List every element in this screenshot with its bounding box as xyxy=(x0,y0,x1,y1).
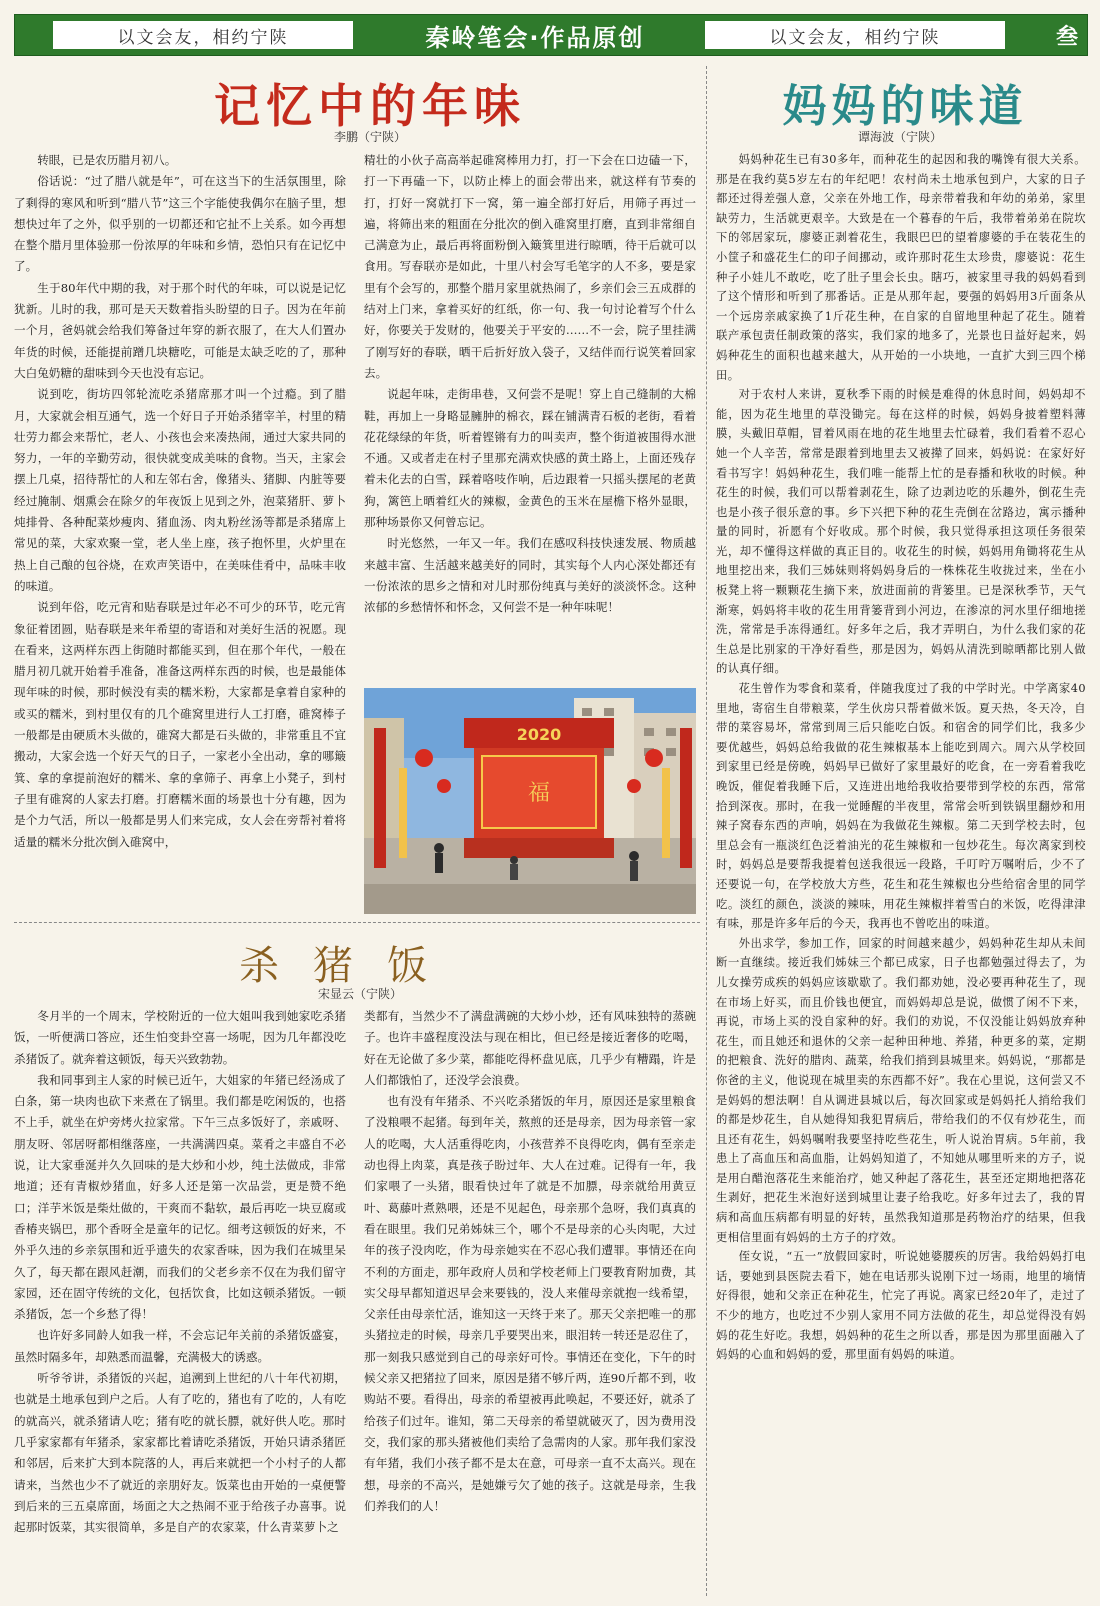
paragraph: 听爷爷讲，杀猪饭的兴起，追溯到上世纪的八十年代初期，也就是土地承包到户之后。人有了吃的，猪也有了吃的，人有吃的就高兴，就杀猪请人吃；猪有吃的就长膘，就好供人吃。那时几乎家家都有年猪杀，家家都比着请吃杀猪饭，开始只请杀猪匠和邻居，后来扩大到本院落的人，再后来就把一个小村子的人都请来，当然也少不了就近的亲朋好友。饭菜也由开始的一桌便警到后来的三五桌席面，场面之大之热闹不亚于给孩子办喜事。说起那时饭菜，其实很简单，多是自产的农家菜，什么青菜萝卜之 xyxy=(14,1371,346,1535)
paragraph: 生于80年代中期的我，对于那个时代的年味，可以说是记忆犹新。儿时的我，那可是天天数着指头盼望的日子。因为在年前一个月，爸妈就会给我们筹备过年穿的新衣服了，在大人们置办年货的时候，还能提前蹭几块糖吃，可能是太缺乏吃的了，那种大白兔奶糖的甜味到今天也没有忘记。 xyxy=(14,280,346,380)
article-title-mom: 妈妈的味道 xyxy=(782,81,1028,132)
paragraph: 对于农村人来讲，夏秋季下雨的时候是难得的休息时间，妈妈却不能，因为花生地里的草没锄完。每在这样的时候，妈妈身披着塑料薄膜，头戴旧草帽，冒着风雨在地的花生地里去忙碌着，我们看着不忍心她一个人辛苦，常常是跟着到地里去又被撵了回来，妈妈说：在家好好看书写字！妈妈种花生，我们唯一能帮上忙的是春播和秋收的时候。种花生的时候，我们可以帮着剥花生，除了边剥边吃的乐趣外，倒花生壳也是小孩子很乐意的事。乡下兴把下种的花生壳倒在岔路边，寓示播种量的同时，祈愿有个好收成。那个时候，我只觉得承担这项任务很荣光，却不懂得这样做的真正目的。收花生的时候，妈妈用角锄将花生从地里挖出来，我们三姊妹则将妈妈身后的一株株花生收拢过来，坐在小板凳上将一颗颗花生摘下来，放进面前的背篓里。已是深秋季节，天气渐寒，妈妈将丰收的花生用背篓背到小河边，在渗凉的河水里仔细地搓洗，常常是手冻得通红。好多年之后，我才弄明白，为什么我们家的花生总是比别家的干净好看些，那是因为，妈妈从清洗到晾晒都比别人做的认真仔细。 xyxy=(716,388,1086,676)
header-slogan-right: 以文会友，相约宁陕 xyxy=(705,21,1005,49)
paragraph: 类都有，当然少不了满盘满碗的大炒小炒，还有风味独特的蒸碗子。也许丰盛程度没法与现在相比，但已经是接近奢侈的吃喝，好在无论做了多少菜，都能吃得杯盘见底，几乎少有糟蹋，许是人们都饿怕了，还没学会浪费。 xyxy=(364,1009,696,1087)
memory-article-column-1 xyxy=(14,150,346,918)
article-byline-memory: 李鹏（宁陕） xyxy=(333,130,406,144)
article-byline-pig: 宋显云（宁陕） xyxy=(317,987,402,1001)
paragraph: 也许好多同龄人如我一样，不会忘记年关前的杀猪饭盛宴，虽然时隔多年，却熟悉而温馨，充满极大的诱惑。 xyxy=(14,1328,346,1364)
page-number: 叁 xyxy=(1055,23,1078,50)
mom-article-column xyxy=(716,150,1086,1600)
svg-text:2020: 2020 xyxy=(516,725,562,744)
paragraph: 说到年俗，吃元宵和贴春联是过年必不可少的环节，吃元宵象征着团圆，贴春联是来年希望的寄语和对美好生活的祝愿。现在看来，这两样东西上街随时都能买到，但在那个年代，一般在腊月初几就开始着手准备，准备这两样东西的时候，也是最能体现年味的时候，那时候没有卖的糯米粉，大家都是拿着自家种的或买的糯米，到村里仅有的几个碓窝里进行人工打磨，碓窝棒子一般都是由硬质木头做的，碓窝大都是石头做的，非常重且不宜搬动，大家会选一个好天气的日子，一家老小全出动，拿的哪簸箕、拿的拿提前泡好的糯米、拿的拿筛子、再拿上小凳子，到村子里有碓窝的人家去打磨。打磨糯米面的场景也十分有趣，因为是个力气活，所以一般都是男人们来完成，女人会在旁帮衬着将适量的糯米分批次倒入碓窝中， xyxy=(14,600,346,849)
paragraph: 侄女说，“五一”放假回家时，听说她婆腰疾的厉害。我给妈妈打电话，要她到县医院去看下，她在电话那头说刚下过一场雨，地里的墒情好得很，她和父亲正在种花生，忙完了再说。离家已经20年了，走过了不少的地方，也吃过不少别人家用不同方法做的花生，却总觉得没有妈妈的花生好吃。我想，妈妈种的花生之所以香，那是因为那里面融入了妈妈的心血和妈妈的爱，那里面有妈妈的味道。 xyxy=(716,1250,1086,1362)
paragraph: 我和同事到主人家的时候已近午，大姐家的年猪已经汤成了白条，第一块肉也砍下来煮在了锅里。我们都是吃闲饭的，也搭不上手，就坐在炉旁烤火拉家常。下午三点多饭好了，亲戚呀、朋友呀、邻居呀都相继落座，一共满满四桌。菜肴之丰盛自不必说，让大家垂涎并久久回味的是大炒和小炒，纯土法做成，非常地道；还有青椒炒猪血，好多人还是第一次品尝，更是赞不绝口；洋芋米饭是柴灶做的，干爽而不黏软，最后再吃一块豆腐或香椿夹锅巴，那个香呀全是童年的记忆。细考这顿饭的好来，不外乎久违的乡亲氛围和近乎遗失的农家香味，因为我们在城里呆久了，每天都在跟风赶潮，而我们的父老乡亲不仅在为我们留守家园，还在固守传统的文化，包括饮食，比如这顿杀猪饭。一顿杀猪饭，怎一个乡愁了得！ xyxy=(14,1072,346,1322)
column-divider-vertical xyxy=(706,66,707,1596)
memory-article-column-2 xyxy=(364,150,696,682)
paragraph: 说到吃，街坊四邻轮流吃杀猪席那才叫一个过瘾。到了腊月，大家就会相互通气，选一个好日子开始杀猪宰羊，村里的精壮劳力都会来帮忙，老人、小孩也会来凑热闹，通过大家共同的努力，一年的辛勤劳动，很快就变成美味的食物。当天，主家会摆上几桌，招待帮忙的人和左邻右舍，像猪头、猪脚、内脏等要经过腌制、烟熏会在除夕的年夜饭上见到之外，泡菜猪肝、萝卜炖排骨、各种配菜炒瘦肉、猪血汤、肉丸粉丝汤等都是杀猪席上常见的菜，大家欢聚一堂，老人坐上座，孩子抱怀里，火炉里在热上自己酿的包谷烧，在欢声笑语中，在美味佳肴中，品味丰收的味道。 xyxy=(14,387,346,593)
pig-article-column-1 xyxy=(14,1006,346,1600)
pig-article-column-2 xyxy=(364,1006,696,1600)
new-year-street-photo xyxy=(364,688,696,914)
svg-text:福: 福 xyxy=(527,781,551,806)
article-byline-mom: 谭海波（宁陕） xyxy=(857,130,942,144)
paragraph: 俗话说：“过了腊八就是年”，可在这当下的生活氛围里，除了剩得的寒风和听到“腊八节”这三个字能使我偶尔在脑子里，想想快过年了之外，似乎别的一切都还和它扯不上关系。如今再想在整个腊月里体验那一份浓厚的年味和乡情，恐怕只有在记忆中了。 xyxy=(14,174,346,274)
paragraph: 外出求学，参加工作，回家的时间越来越少，妈妈种花生却从未间断一直继续。接近我们姊妹三个都已成家，日子也都勉强过得去了，为儿女操劳成疾的妈妈应该歇歇了。我们都劝她，没必要再种花生了，现在市场上好买，而且价钱也便宜，而妈妈却总是说，做惯了闲不下来，再说，市场上买的没自家种的好。我们的劝说，不仅没能让妈妈放弃种花生，而且她还和退休的父亲一起种田种地、养猪，种更多的菜，定期的把粮食、洗好的腊肉、蔬菜，给我们捎到县城里来。妈妈说，“那都是你爸的主义，他说现在城里卖的东西都不好”。我在心里说，这何尝又不是妈妈的想法啊！自从调进县城以后，每次回家或是妈妈托人捎给我们的都是炒花生，自从她得知我犯胃病后，带给我们的不仅有炒花生，而且还有花生，妈妈嘱咐我要坚持吃些花生，听人说治胃病。5年前，我患上了高血压和高血脂，让妈妈知道了，不知她从哪里听来的方子，说是用白醋泡落花生来能治疗，她又种起了落花生，甚至还定期地把落花生剥好，把花生米泡好送到城里让妻子给我吃。好多年过去了，我的胃病和高血压病都有明显的好转，虽然我知道那是药物治疗的结果，但我更相信里面有妈妈的土方子的疗效。 xyxy=(716,936,1086,1244)
paragraph: 妈妈种花生已有30多年，而种花生的起因和我的嘴馋有很大关系。那是在我约莫5岁左右的年纪吧！农村尚未土地承包到户，大家的日子都还过得差强人意，父亲在外地工作，母亲带着我和年幼的弟弟，家里缺劳力，生活就更艰辛。大致是在一个暮春的午后，我带着弟弟在院坎下的邻居家玩，廖婆正剥着花生，我眼巴巴的望着廖婆的手在装花生的小筐子和盛花生仁的印子间挪动，或许那时花生太珍贵，廖婆说：花生种子小娃儿不敢吃，吃了肚子里会长虫。瞎巧，被家里寻我的妈妈看到了这个情形和听到了那番话。正是从那年起，要强的妈妈用3斤面条从一个远房亲戚家换了1斤花生种，在自家的自留地里种起了花生。随着联产承包责任制政策的落实，我们家的地多了，光景也日益好起来，妈妈种花生的面积也越来越大，从开始的一小块地，一直扩大到三四个梯田。 xyxy=(716,153,1086,382)
paragraph: 精壮的小伙子高高举起碓窝棒用力打，打一下会在口边磕一下，打一下再磕一下，以防止棒上的面会带出来，就这样有节奏的打，打好一窝就打下一窝，第一遍全部打好后，用筛子再过一遍，将筛出来的粗面在分批次的倒入碓窝里打磨，直到非常细自己满意为止，最后再将面粉倒入簸箕里进行晾晒，待干后就可以食用。写春联亦是如此，十里八村会写毛笔字的人不多，要是家里有个会写的，那整个腊月家里就热闹了，乡亲们会三五成群的结对上门来，拿着买好的红纸，你一句、我一句讨论着写个什么好，你要关于发财的，他要关于平安的……不一会，院子里挂满了刚写好的春联，晒干后折好放入袋子，又结伴而行说笑着回家去。 xyxy=(364,153,696,380)
paragraph: 也有没有年猪杀、不兴吃杀猪饭的年月，原因还是家里粮食了没粮喂不起猪。每到年关，熬煎的还是母亲，因为母亲管一家人的吃喝，大人活重得吃肉，小孩营养不良得吃肉，偶有至亲走动也得上肉菜，真是孩子盼过年、大人在过难。记得有一年，我们家喂了一头猪，眼看快过年了就是不加膘，母亲就给用黄豆叶、葛藤叶煮熟喂，还是不见起色，母亲那个急呀，我们真真的看在眼里。我们兄弟姊妹三个，哪个不是母亲的心头肉呢，大过年的孩子没肉吃，作为母亲她实在不忍心我们遭罪。事情还在向不利的方面走，那年政府人员和学校老师上门要教育附加费，其实父母早都知道迟早会来要钱的，没人来催母亲就抱一线希望，父亲任由母亲忙活，谁知这一天终于来了。那天父亲把唯一的那头猪拉走的时候，母亲几乎要哭出来，眼泪转一转还是忍住了，那一刻我只感觉到自己的母亲好可怜。事情还在变化，下午的时候父亲又把猪拉了回来，原因是猪不够斤两，连90斤都不到，收购站不要。看得出，母亲的希望被再此唤起，不要还好，就杀了给孩子们过年。谁知，第二天母亲的希望就破灭了，因为费用没交，我们家的那头猪被他们卖给了急需肉的人家。那年我们家没有年猪，我们小孩子都不是太在意，可母亲一直不太高兴。现在想，母亲的不高兴，是她嫌亏欠了她的孩子。这就是母亲，生我们养我们的人！ xyxy=(364,1094,696,1513)
paragraph: 转眼，已是农历腊月初八。 xyxy=(37,153,177,167)
article-title-memory: 记忆中的年味 xyxy=(214,79,526,133)
article-title-pig: 杀猪饭 xyxy=(239,943,461,989)
masthead-title: 秦岭笔会·作品原创 xyxy=(425,23,645,52)
paragraph: 花生曾作为零食和菜肴，伴随我度过了我的中学时光。中学离家40里地，寄宿生自带粮菜，学生伙房只帮着做米饭。夏天热，冬天冷，自带的菜容易坏，常常到周三后只能吃白饭。和宿舍的同学们比，我多少要优越些，妈妈总给我做的花生辣椒基本上能吃到周六。周六从学校回到家里已经是傍晚，妈妈早已做好了家里最好的吃食，在一旁看着我吃晚饭，催促着我睡下后，又连进出地给我收拾要带到学校的东西，常常拾到深夜。那时，在我一觉睡醒的半夜里，常常会听到铁锅里翻炒和用辣子窝春东西的声响，妈妈在为我做花生辣椒。第二天到学校去时，包里总会有一瓶淡红色泛着油光的花生辣椒和一包炒花生。每次离家到校时，妈妈总是要帮我提着包送我很远一段路，千叮咛万嘱咐后，少不了还要说一句，在学校放大方些，花生和花生辣椒也分些给宿舍里的同学吃。淡红的颜色，淡淡的辣味，用花生辣椒拌着雪白的米饭，吃得津津有味，那是许多年后的今天，我再也不曾吃出的味道。 xyxy=(716,682,1086,931)
header-bar xyxy=(14,14,1088,56)
paragraph: 时光悠然，一年又一年。我们在感叹科技快速发展、物质越来越丰富、生活越来越美好的同时，其实每个人内心深处都还有一份浓浓的思乡之情和对儿时那份纯真与美好的淡淡怀念。这种浓郁的乡愁情怀和怀念，又何尝不是一种年味呢！ xyxy=(364,536,696,615)
paragraph: 冬月半的一个周末，学校附近的一位大姐叫我到她家吃杀猪饭，一听便满口答应，还生怕变卦空喜一场呢，因为几年都没吃杀猪饭了。就奔着这顿饭，每天兴致勃勃。 xyxy=(14,1009,346,1066)
paragraph: 说起年味，走街串巷，又何尝不是呢！穿上自己缝制的大棉鞋，再加上一身略显臃肿的棉衣，踩在铺满青石板的老街，看着花花绿绿的年货，听着铿锵有力的叫卖声，整个街道被围得水泄不通。又或者走在村子里那充满欢快感的黄土路上，上面还残存着未化去的白雪，踩着咯吱作响，后边跟着一只摇头摆尾的老黄狗，篱笆上晒着红火的辣椒，金黄色的玉米在屋檐下格外显眼，那种场景你又何曾忘记。 xyxy=(364,387,696,530)
section-divider-horizontal xyxy=(14,922,700,923)
header-slogan-left: 以文会友，相约宁陕 xyxy=(53,21,353,49)
